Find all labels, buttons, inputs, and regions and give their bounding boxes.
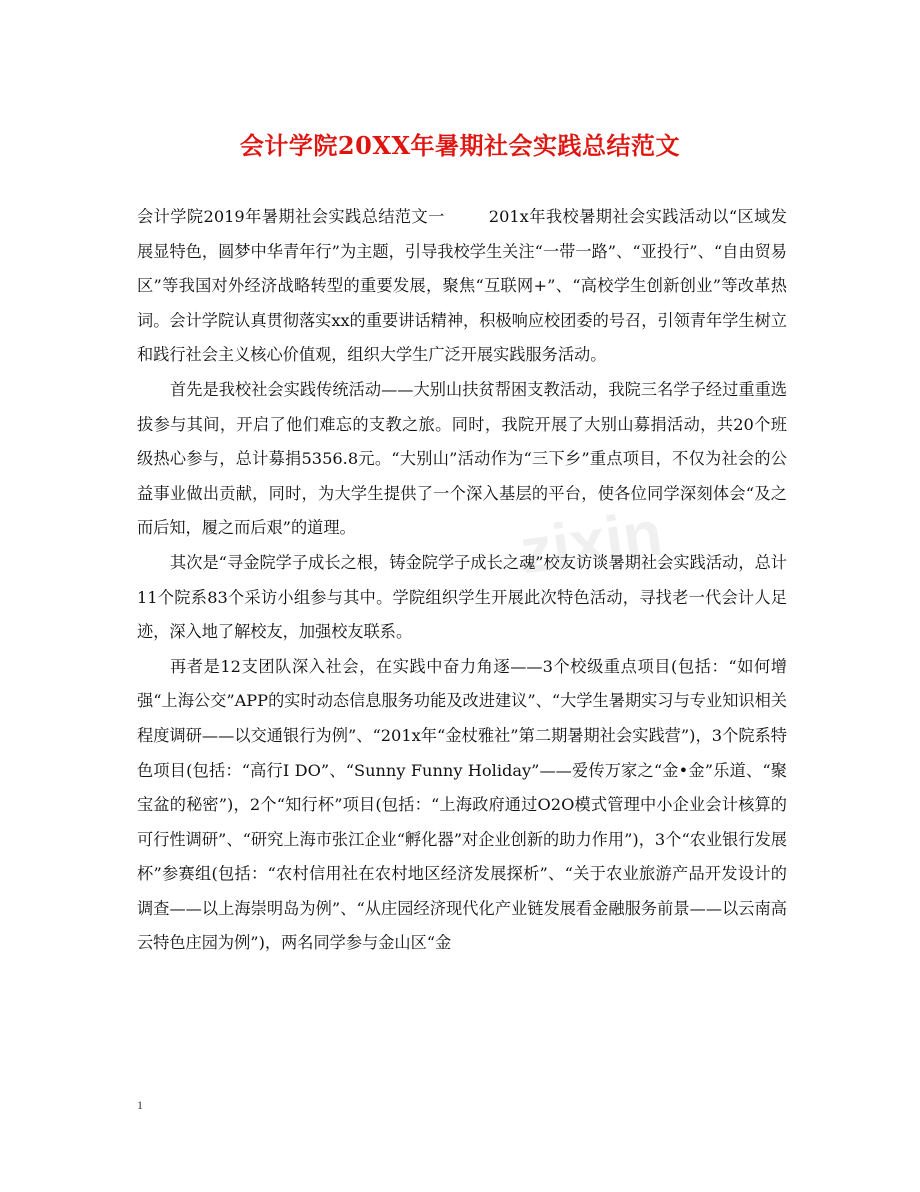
watermark: zixin [515, 496, 667, 588]
document-body [137, 200, 787, 961]
paragraph-1-text: 201x年我校暑期社会实践活动以“区域发展显特色，圆梦中华青年行”为主题，引导我校学生关注“一带一路”、“亚投行”、“自由贸易区”等我国对外经济战略转型的重要发展，聚焦“互联网+”、“高校学生创新创业”等改革热词。会计学院认真贯彻落实xx的重要讲话精神，积极响应校团委的号召，引领青年学生树立和践行社会主义核心价值观，组织大学生广泛开展实践服务活动。 [137, 207, 787, 365]
paragraph-3: 其次是“寻金院学子成长之根，铸金院学子成长之魂”校友访谈暑期社会实践活动，总计11个院系83个采访小组参与其中。学院组织学生开展此次特色活动，寻找老一代会计人足迹，深入地了解校友，加强校友联系。 [137, 552, 787, 642]
document-title: 会计学院20XX年暑期社会实践总结范文 [239, 131, 681, 160]
paragraph-1-lead: 会计学院2019年暑期社会实践总结范文一 [137, 207, 445, 226]
paragraph-2: 首先是我校社会实践传统活动——大别山扶贫帮困支教活动，我院三名学子经过重重选拔参与其间，开启了他们难忘的支教之旅。同时，我院开展了大别山募捐活动，共20个班级热心参与，总计募捐5356.8元。“大别山”活动作为“三下乡”重点项目，不仅为社会的公益事业做出贡献，同时，为大学生提供了一个深入基层的平台，使各位同学深刻体会“及之而后知，履之而后艰”的道理。 [137, 379, 787, 538]
page-number: 1 [137, 1098, 143, 1112]
paragraph-4: 再者是12支团队深入社会，在实践中奋力角逐——3个校级重点项目(包括：“如何增强“上海公交”APP的实时动态信息服务功能及改进建议”、“大学生暑期实习与专业知识相关程度调研——以交通银行为例”、“201x年“金杖雅社”第二期暑期社会实践营”)，3个院系特色项目(包括：“高行I DO”、“Sunny Funny Holiday”——爱传万家之“金•金”乐道、“聚宝盆的秘密”)，2个“知行杯”项目(包括：“上海政府通过O2O模式管理中小企业会计核算的可行性调研”、“研究上海市张江企业“孵化器”对企业创新的助力作用”)，3个“农业银行发展杯”参赛组(包括：“农村信用社在农村地区经济发展探析”、“关于农业旅游产品开发设计的调查——以上海崇明岛为例”、“从庄园经济现代化产业链发展看金融服务前景——以云南高云特色庄园为例”)，两名同学参与金山区“金 [137, 656, 787, 953]
paragraph-1 [137, 200, 787, 373]
